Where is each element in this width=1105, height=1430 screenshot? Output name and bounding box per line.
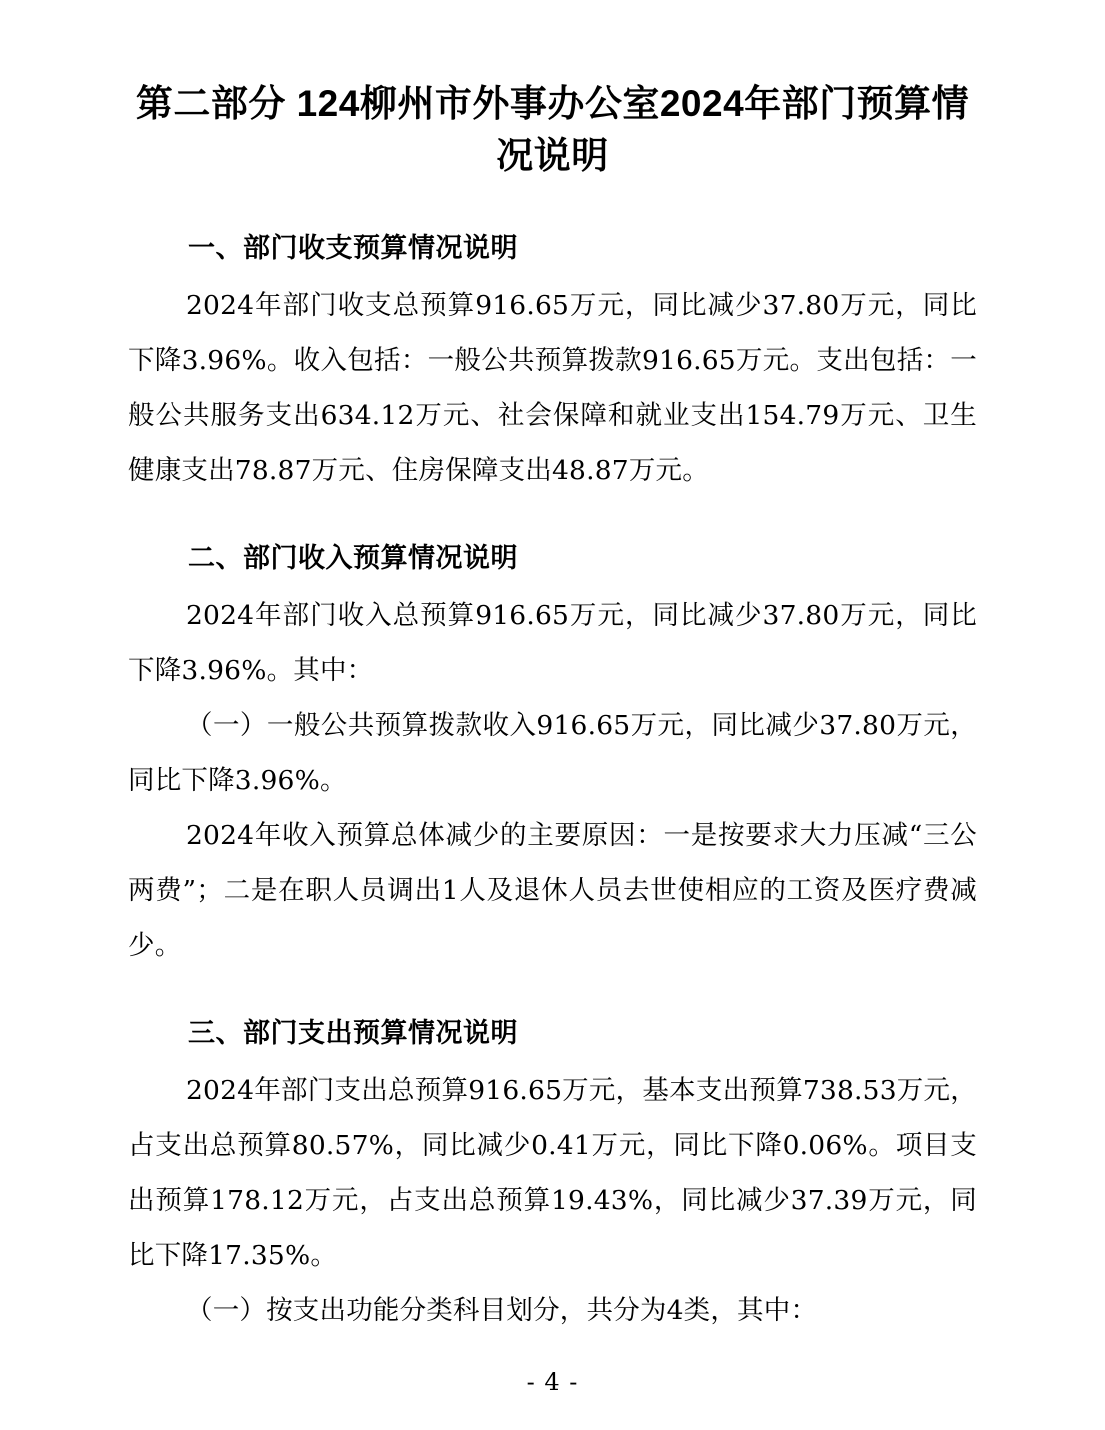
spacer [128,498,977,512]
section-heading-3: 三、部门支出预算情况说明 [188,1018,518,1048]
section-heading-1: 一、部门收支预算情况说明 [188,233,518,263]
page-title: 第二部分 124柳州市外事办公室2024年部门预算情况说明 [135,83,970,176]
section-3-paragraph-1: 2024年部门支出总预算916.65万元，基本支出预算738.53万元，占支出总预算80.57%，同比减少0.41万元，同比下降0.06%。项目支出预算178.12万元，占支出总预算19.43%，同比减少37.39万元，同比下降17.35%。 [128,1075,977,1271]
section-heading-2: 二、部门收入预算情况说明 [188,543,518,573]
section-3-paragraph-2: （一）按支出功能分类科目划分，共分为4类，其中： [186,1295,818,1326]
section-1-paragraph-1: 2024年部门收支总预算916.65万元，同比减少37.80万元，同比下降3.96%。收入包括：一般公共预算拨款916.65万元。支出包括：一般公共服务支出634.12万元、社会保障和就业支出154.79万元、卫生健康支出78.87万元、住房保障支出48.87万元。 [128,290,977,486]
section-2-paragraph-1: 2024年部门收入总预算916.65万元，同比减少37.80万元，同比下降3.96%。其中： [128,600,977,686]
section-2-paragraph-2: （一）一般公共预算拨款收入916.65万元，同比减少37.80万元，同比下降3.96%。 [128,710,977,796]
page-footer-number: - 4 - [526,1368,579,1396]
section-2-paragraph-3: 2024年收入预算总体减少的主要原因：一是按要求大力压减“三公两费”；二是在职人员调出1人及退休人员去世使相应的工资及医疗费减少。 [128,820,977,961]
spacer [128,188,977,202]
spacer [128,973,977,987]
